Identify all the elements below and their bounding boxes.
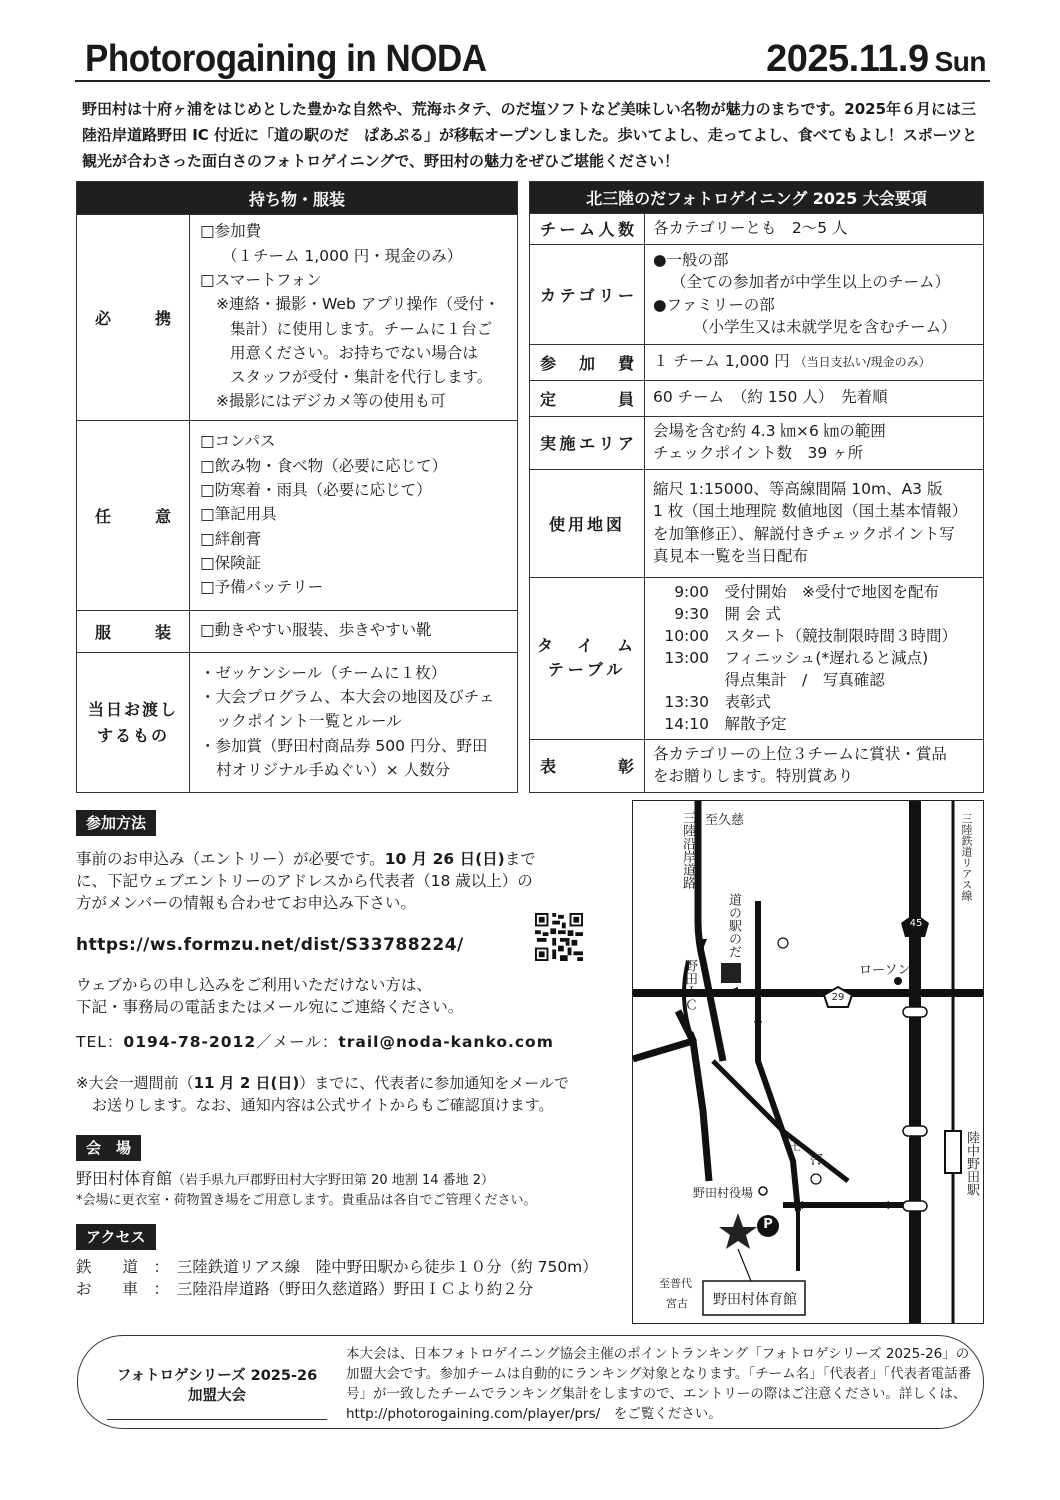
entry-url-link[interactable]: https://ws.formzu.net/dist/S33788224/ — [76, 935, 464, 955]
timetable-time: 9:30 — [674, 604, 709, 623]
area-text — [645, 416, 984, 469]
venue-note: *会場に更衣室・荷物置き場をご用意します。貴重品は各自でご管理ください。 — [76, 1193, 537, 1208]
handout-label — [77, 653, 190, 793]
outline-table — [529, 181, 984, 793]
map-route-45: 45 — [909, 918, 923, 929]
page-title: Photorogaining in NODA — [85, 38, 487, 80]
map-expressway: 三陸沿岸道路 — [680, 811, 695, 889]
map-station: 陸中野田駅 — [964, 1131, 979, 1196]
join-alt-line: ウェブからの申し込みをご利用いただけない方は、 — [76, 976, 432, 994]
handout-line: ・参加賞（野田村商品券 500 円分、野田 — [200, 736, 488, 755]
rail-label: 鉄 道 ： — [76, 1258, 162, 1276]
temple-icon: 卍 — [789, 1139, 802, 1153]
timetable-time: 13:30 — [664, 692, 709, 711]
timetable-row — [653, 669, 975, 691]
map-ic: 野田ＩＣ — [682, 959, 697, 1011]
handout-label-line: 当日お渡し — [87, 699, 178, 719]
outline-caption: 北三陸のだフォトロゲイニング 2025 大会要項 — [530, 182, 984, 214]
required-label: 必 携 — [77, 215, 190, 421]
optional-label: 任 意 — [77, 421, 190, 611]
fee-note: （当日支払い/現金のみ） — [794, 354, 931, 369]
entry-deadline: 10 月 26 日(日) — [384, 850, 505, 868]
handout-line: ックポイント一覧とルール — [216, 712, 402, 731]
timetable-row — [653, 603, 975, 625]
timetable-label-line: テーブル — [547, 660, 627, 679]
contact-line — [76, 1030, 554, 1052]
join-alt-text — [76, 974, 616, 1018]
tel-number[interactable]: 0194-78-2012 — [123, 1033, 257, 1051]
required-line: □スマートフォン — [200, 270, 322, 289]
venue-line — [76, 1168, 636, 1192]
map-line: 縮尺 1:15000、等高線間隔 10m、A3 版 — [653, 479, 943, 498]
join-line — [76, 848, 616, 870]
venue-address: （岩手県九戸郡野田村大字野田第 20 地割 14 番地 2） — [172, 1173, 495, 1188]
timetable-row — [653, 625, 975, 647]
notice-a: ※大会一週間前（ — [76, 1074, 194, 1092]
intro-text: 野田村は十府ヶ浦をはじめとした豊かな自然や、荒海ホタテ、のだ塩ソフトなど美味しい名物が魅力のまちです。2025年６月には三陸沿岸道路野田 IC 付近に「道の駅のだ ぱあぷる」が移転オープンしました。歩いてよし、走ってよし、食べてもよし！スポーツと観光が合わさった面白さのフォトロゲイニングで、野田村の魅力をぜひご堪能ください！ — [82, 100, 978, 170]
timetable-row — [653, 691, 975, 713]
timetable-label-line: タ イ ム — [536, 636, 637, 655]
map-railway: 三陸鉄道リアス線 — [960, 813, 973, 901]
fee-text — [645, 344, 984, 380]
join-text-c: まで — [504, 850, 536, 868]
category-line: ●ファミリーの部 — [653, 295, 775, 314]
join-text — [76, 848, 616, 914]
notice-text — [76, 1072, 621, 1116]
award-line: 各カテゴリーの上位３チームに賞状・賞品 — [653, 744, 947, 763]
access-line — [76, 1278, 636, 1300]
map-route-29: 29 — [831, 992, 845, 1003]
area-label: 実施エリア — [530, 416, 645, 469]
optional-line: □飲み物・食べ物（必要に応じて） — [200, 456, 448, 475]
optional-line: □予備バッテリー — [200, 578, 324, 597]
optional-line: □筆記用具 — [200, 505, 277, 524]
timetable-text: 受付開始 ※受付で地図を配布 — [724, 582, 940, 601]
qr-code-icon — [535, 913, 583, 961]
notice-line — [76, 1072, 621, 1094]
rail-text: 三陸鉄道リアス線 陸中野田駅から徒歩１０分（約 750m） — [176, 1258, 598, 1276]
fee-label: 参 加 費 — [530, 344, 645, 380]
required-line: 集計）に使用します。チームに１台ご — [230, 319, 493, 338]
join-line: に、下記ウェブエントリーのアドレスから代表者（18 歳以上）の — [76, 872, 533, 890]
join-label: 参加方法 — [76, 810, 156, 836]
area-line: 会場を含む約 4.3 ㎞×6 ㎞の範囲 — [653, 421, 886, 440]
notice-date: 11 月 2 日(日) — [193, 1074, 300, 1092]
timetable-text: 表彰式 — [724, 692, 772, 711]
venue-label: 会 場 — [76, 1135, 141, 1161]
team-text: 各カテゴリーとも 2〜5 人 — [645, 214, 984, 245]
series-badge-line: 加盟大会 — [188, 1388, 246, 1404]
handout-label-line: するもの — [96, 725, 169, 745]
capacity-text: 60 チーム （約 150 人） 先着順 — [645, 380, 984, 416]
shrine-icon: ⛩ — [809, 1153, 823, 1166]
tel-label: TEL： — [76, 1033, 124, 1051]
map-line: を加筆修正）、解説付きチェックポイント写 — [653, 524, 955, 543]
map-label: 使用地図 — [530, 469, 645, 577]
category-text — [645, 244, 984, 344]
map-to-fudai: 至普代 — [659, 1277, 692, 1290]
optional-items — [190, 421, 518, 611]
timetable-time: 13:00 — [664, 648, 709, 667]
venue-text — [76, 1168, 636, 1210]
handout-line: 村オリジナル手ぬぐい）× 人数分 — [216, 760, 451, 779]
access-text — [76, 1256, 636, 1300]
map-lawson: ローソン — [859, 963, 911, 978]
award-text — [645, 739, 984, 792]
required-line: ※撮影にはデジカメ等の使用も可 — [216, 392, 446, 411]
timetable-text: 得点集計 / 写真確認 — [724, 670, 885, 689]
clothing-label: 服 装 — [77, 611, 190, 653]
required-line: ※連絡・撮影・Web アプリ操作（受付・ — [216, 295, 500, 314]
footer-text: 本大会は、日本フォトロゲイニング協会主催のポイントランキング「フォトロゲシリーズ 2025-26」の加盟大会です。参加チームは自動的にランキング対象となります。「チーム名」「代表者」「代表者電話番号」が一致したチームでランキング集計をしますので、エントリーの際はご注意ください。詳しくは、http://photorogaining.com/player/prs/ をご覧ください。 — [346, 1346, 972, 1422]
required-line: （１チーム 1,000 円・現金のみ） — [222, 246, 463, 265]
map-line: 1 枚（国土地理院 数値地図（国土基本情報） — [653, 502, 968, 520]
map-text — [645, 469, 984, 577]
timetable-time: 14:10 — [664, 714, 709, 733]
timetable-label — [530, 577, 645, 739]
event-date-value: 2025.11.9 — [766, 38, 929, 80]
award-label: 表 彰 — [530, 739, 645, 792]
handout-line: ・ゼッケンシール（チームに１枚） — [200, 663, 447, 682]
map-to-kuji: 至久慈 — [705, 813, 745, 828]
event-day-of-week: Sun — [934, 46, 986, 77]
car-label: お 車 ： — [76, 1280, 162, 1298]
timetable — [645, 577, 984, 739]
timetable-time: 9:00 — [674, 582, 709, 601]
car-text: 三陸沿岸道路（野田久慈道路）野田ＩＣより約２分 — [176, 1280, 534, 1298]
team-label: チーム人数 — [530, 214, 645, 245]
map-to-miyako: 宮古 — [666, 1297, 688, 1310]
required-line: 用意ください。お持ちでない場合は — [230, 343, 478, 362]
handout-line: ・大会プログラム、本大会の地図及びチェ — [200, 688, 495, 707]
category-line: （全ての参加者が中学生以上のチーム） — [671, 273, 951, 291]
required-items — [190, 215, 518, 421]
map-gym: 野田村体育館 — [713, 1292, 797, 1308]
timetable-text: 開 会 式 — [724, 604, 781, 623]
join-line: 方がメンバーの情報も合わせてお申込み下さい。 — [76, 894, 416, 912]
notice-c: ）までに、代表者に参加通知をメールで — [299, 1074, 569, 1092]
required-line: スタッフが受付・集計を代行します。 — [230, 368, 493, 387]
category-label: カテゴリー — [530, 244, 645, 344]
mail-label: ／メール： — [256, 1033, 339, 1051]
optional-line: □絆創膏 — [200, 529, 262, 548]
map-town-office: 野田村役場 — [693, 1186, 754, 1200]
timetable-text: スタート（競技制限時間３時間） — [724, 626, 958, 645]
header — [75, 36, 990, 82]
series-badge-line: フォトロゲシリーズ 2025-26 — [116, 1368, 318, 1384]
map-michinoeki: 道の駅のだ — [726, 893, 741, 958]
access-map — [632, 800, 984, 1324]
area-line: チェックポイント数 39 ヶ所 — [653, 444, 864, 462]
optional-line: □保険証 — [200, 553, 262, 572]
award-line: をお贈りします。特別賞あり — [653, 767, 854, 785]
handout-items — [190, 653, 518, 793]
venue-name: 野田村体育館 — [76, 1169, 173, 1188]
required-line: □参加費 — [200, 222, 262, 241]
belongings-table — [76, 181, 518, 793]
mail-address[interactable]: trail@noda-kanko.com — [338, 1033, 554, 1051]
access-label: アクセス — [76, 1224, 156, 1250]
category-line: （小学生又は未就学児を含むチーム） — [693, 318, 957, 336]
optional-line: □コンパス — [200, 432, 276, 451]
clothing-text: □動きやすい服装、歩きやすい靴 — [190, 611, 518, 653]
timetable-text: 解散予定 — [724, 714, 787, 733]
join-text-a: 事前のお申込み（エントリー）が必要です。 — [76, 850, 385, 868]
access-line — [76, 1256, 636, 1278]
map-line: 真見本一覧を当日配布 — [653, 547, 809, 565]
footer — [77, 1335, 984, 1429]
event-date — [766, 38, 986, 81]
timetable-text: フィニッシュ(*遅れると減点) — [724, 648, 929, 667]
timetable-time: 10:00 — [664, 626, 709, 645]
optional-line: □防寒着・雨具（必要に応じて） — [200, 481, 432, 500]
timetable-row — [653, 713, 975, 735]
category-line: ●一般の部 — [653, 250, 729, 269]
fee-value: １ チーム 1,000 円 — [653, 351, 790, 370]
series-badge — [82, 1366, 352, 1426]
notice-line: お送りします。なお、通知内容は公式サイトからもご確認頂けます。 — [92, 1096, 554, 1114]
parking-icon: P — [763, 1217, 773, 1232]
belongings-caption: 持ち物・服装 — [77, 182, 518, 215]
join-alt-line: 下記・事務局の電話またはメール宛にご連絡ください。 — [76, 998, 464, 1016]
timetable-row — [653, 647, 975, 669]
timetable-row — [653, 581, 975, 603]
capacity-label: 定 員 — [530, 380, 645, 416]
series-badge-underline — [107, 1419, 327, 1420]
